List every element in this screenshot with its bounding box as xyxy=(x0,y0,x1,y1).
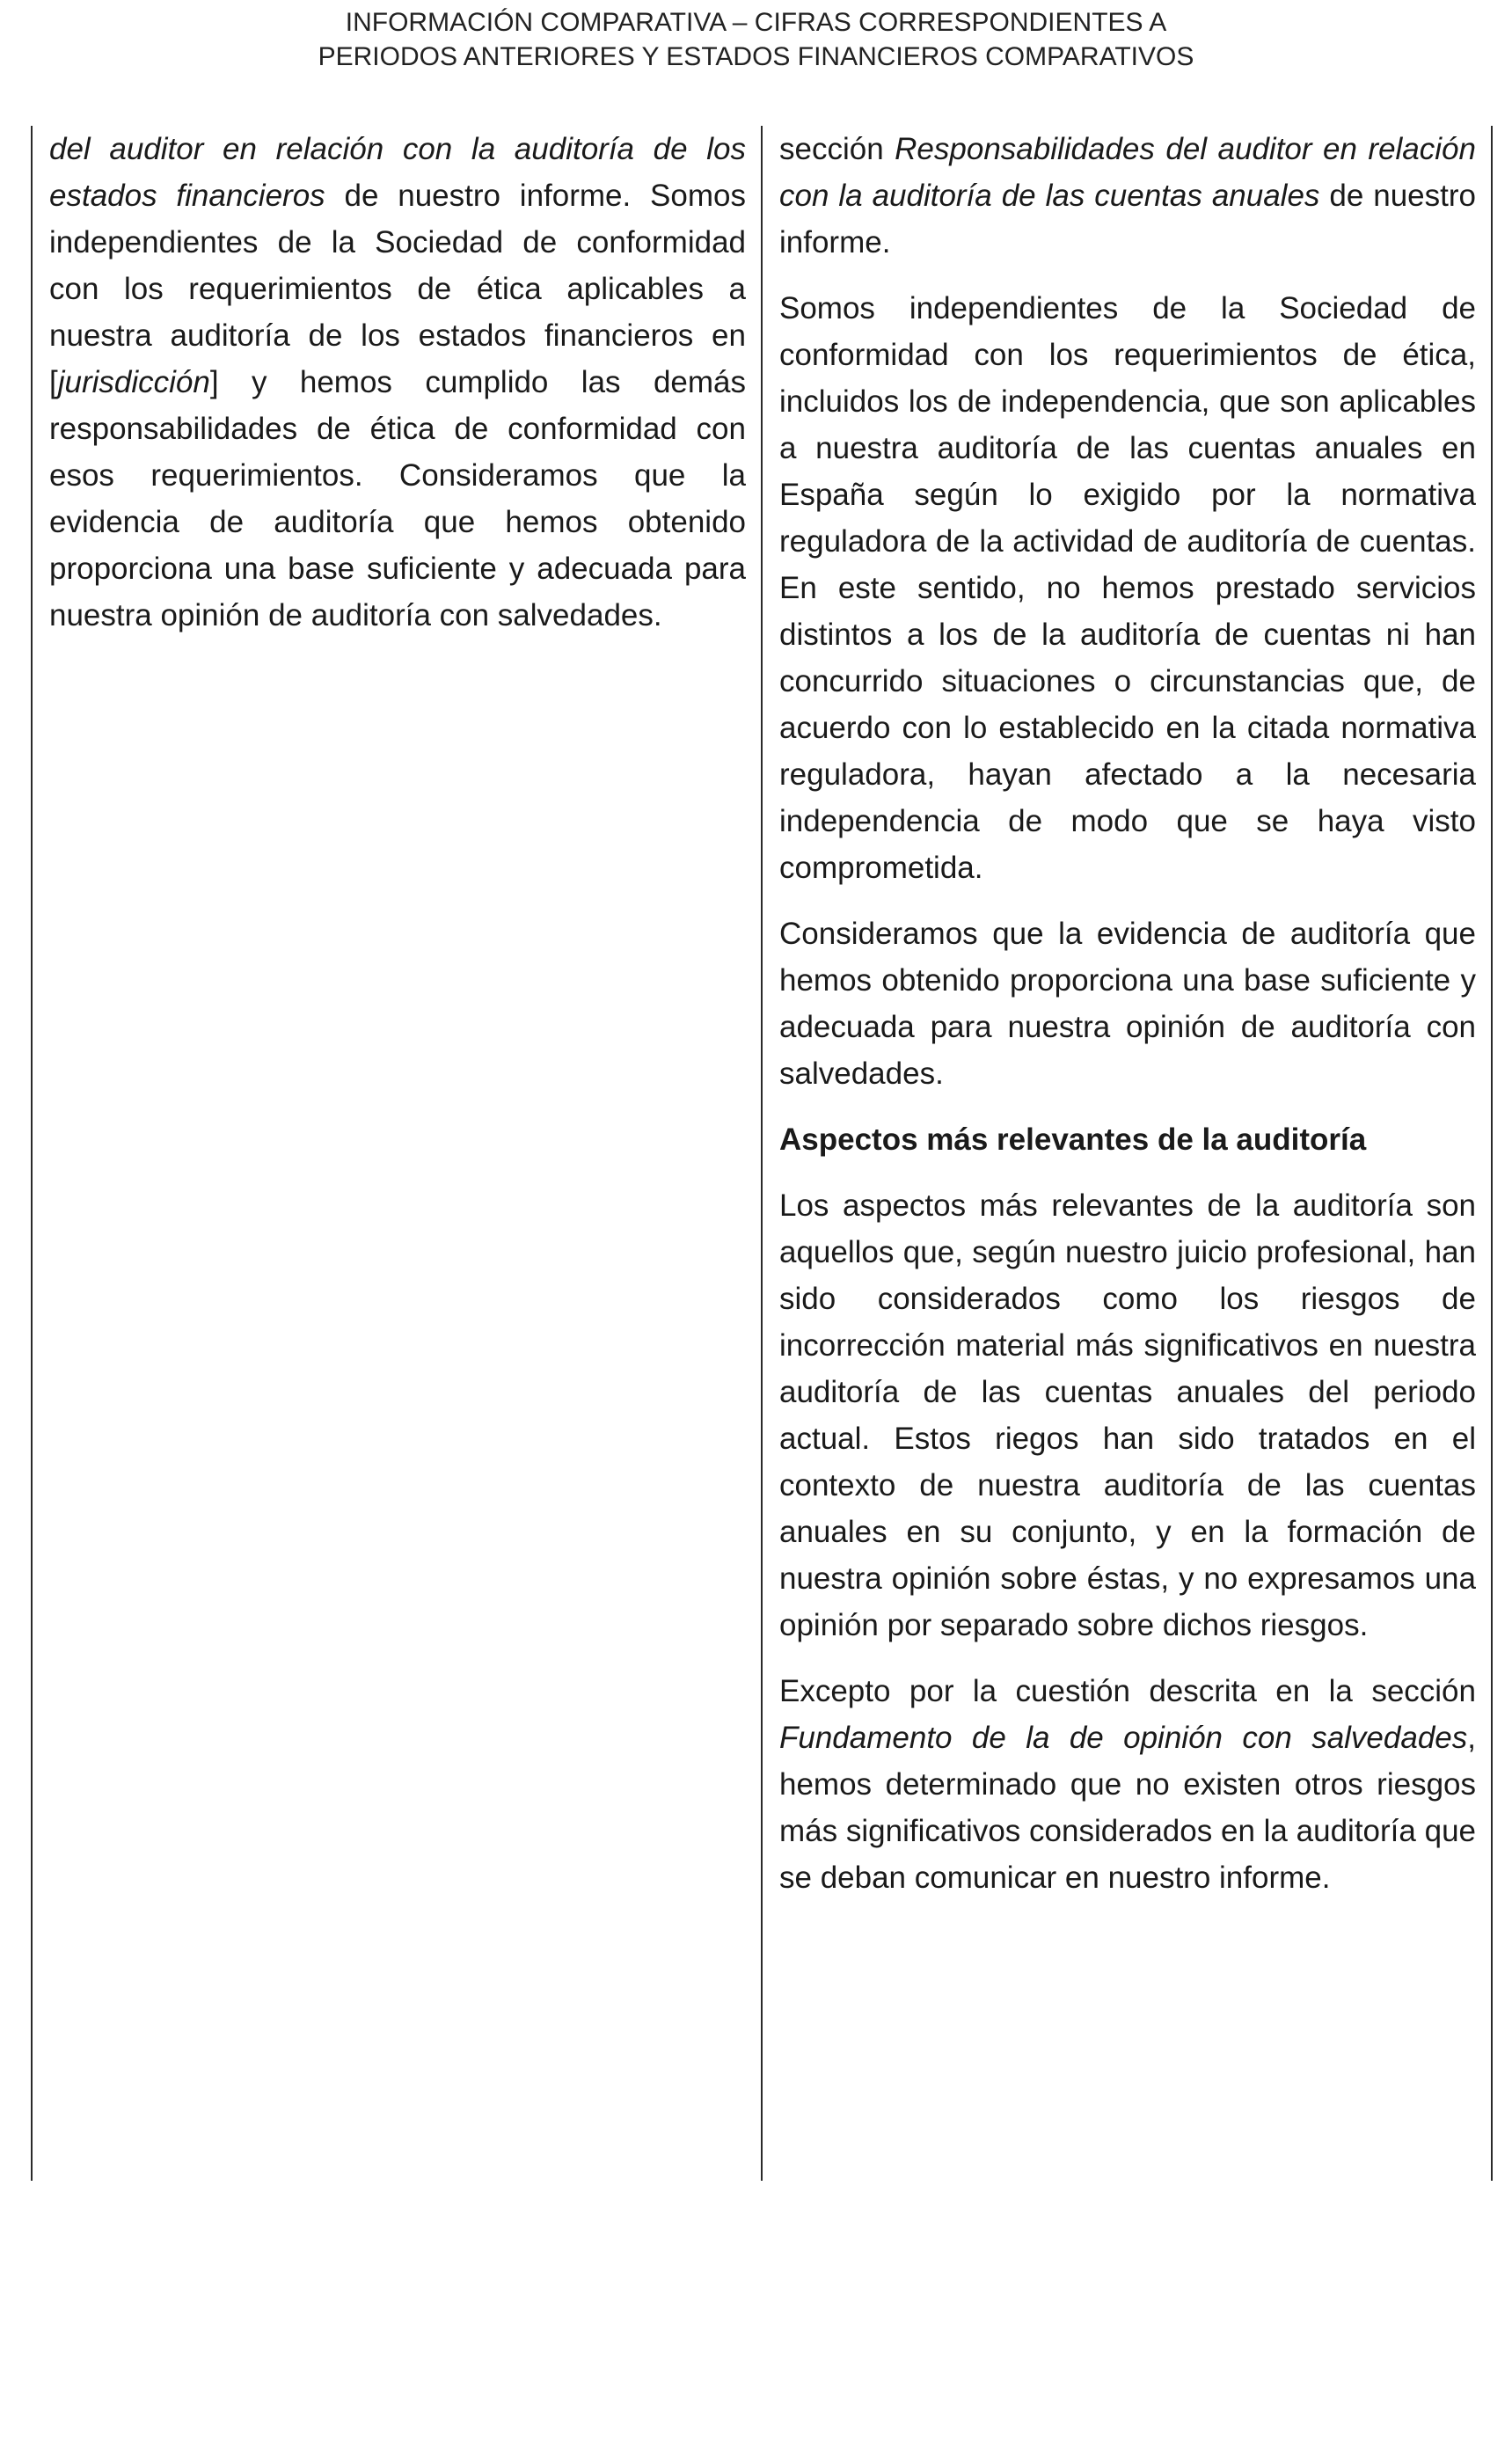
left-p1-text-b: ] y hemos cumplido las demás responsabilidades de ética de conformidad con esos requerimientos. Consideramos que la evidencia de auditoría que hemos obtenido proporciona una base suficiente y adecuada para nuestra opinión de auditoría con salvedades. xyxy=(49,365,746,632)
right-p5-text-b: , hemos determinado que no existen otros riesgos más significativos considerados en la auditoría que se deban comunicar en nuestro informe. xyxy=(779,1721,1476,1895)
right-p1-text-b: de nuestro informe. xyxy=(779,179,1476,260)
left-p1-italic-a: del auditor en relación con la auditoría de los estados financieros xyxy=(49,132,746,213)
right-paragraph-3: Consideramos que la evidencia de auditoría que hemos obtenido proporciona una base suficiente y adecuada para nuestra opinión de auditoría con salvedades. xyxy=(779,917,1476,1091)
table-border-right xyxy=(1491,126,1493,2181)
right-p5-italic-a: Fundamento de la de opinión con salvedades xyxy=(779,1721,1468,1755)
table-border-left xyxy=(31,126,33,2181)
right-p1-italic-a: Responsabilidades del auditor en relación con la auditoría de las cuentas anuales xyxy=(779,132,1476,213)
comparison-table xyxy=(31,126,1494,2181)
right-paragraph-4: Los aspectos más relevantes de la auditoría son aquellos que, según nuestro juicio profesional, han sido considerados como los riesgos de incorrección material más significativos en nuestra auditoría de las cuentas anuales del periodo actual. Estos riegos han sido tratados en el contexto de nuestra auditoría de las cuentas anuales en su conjunto, y en la formación de nuestra opinión sobre éstas, y no expresamos una opinión por separado sobre dichos riesgos. xyxy=(779,1188,1476,1642)
header-line-1: INFORMACIÓN COMPARATIVA – CIFRAS CORRESPONDIENTES A xyxy=(345,8,1167,37)
left-p1-italic-b: jurisdicción xyxy=(57,365,210,399)
right-paragraph-1 xyxy=(779,126,1476,266)
left-p1-text-a: de nuestro informe. Somos independientes de la Sociedad de conformidad con los requerimientos de ética aplicables a nuestra auditoría de los estados financieros en [ xyxy=(49,179,746,399)
page-header xyxy=(0,5,1512,74)
right-p5-text-a: Excepto por la cuestión descrita en la sección xyxy=(779,1674,1476,1708)
right-p1-text-a: sección xyxy=(779,132,895,166)
header-line-2: PERIODOS ANTERIORES Y ESTADOS FINANCIEROS COMPARATIVOS xyxy=(318,42,1194,71)
right-column xyxy=(779,126,1476,1920)
table-border-middle xyxy=(761,126,763,2181)
right-paragraph-2: Somos independientes de la Sociedad de conformidad con los requerimientos de ética, incluidos los de independencia, que son aplicables a nuestra auditoría de las cuentas anuales en España según lo exigido por la normativa reguladora de la actividad de auditoría de cuentas. En este sentido, no hemos prestado servicios distintos a los de la auditoría de cuentas ni han concurrido situaciones o circunstancias que, de acuerdo con lo establecido en la citada normativa reguladora, hayan afectado a la necesaria independencia de modo que se haya visto comprometida. xyxy=(779,291,1476,885)
section-heading: Aspectos más relevantes de la auditoría xyxy=(779,1122,1367,1157)
right-paragraph-5 xyxy=(779,1668,1476,1901)
left-column xyxy=(49,126,746,658)
left-paragraph-1 xyxy=(49,126,746,639)
